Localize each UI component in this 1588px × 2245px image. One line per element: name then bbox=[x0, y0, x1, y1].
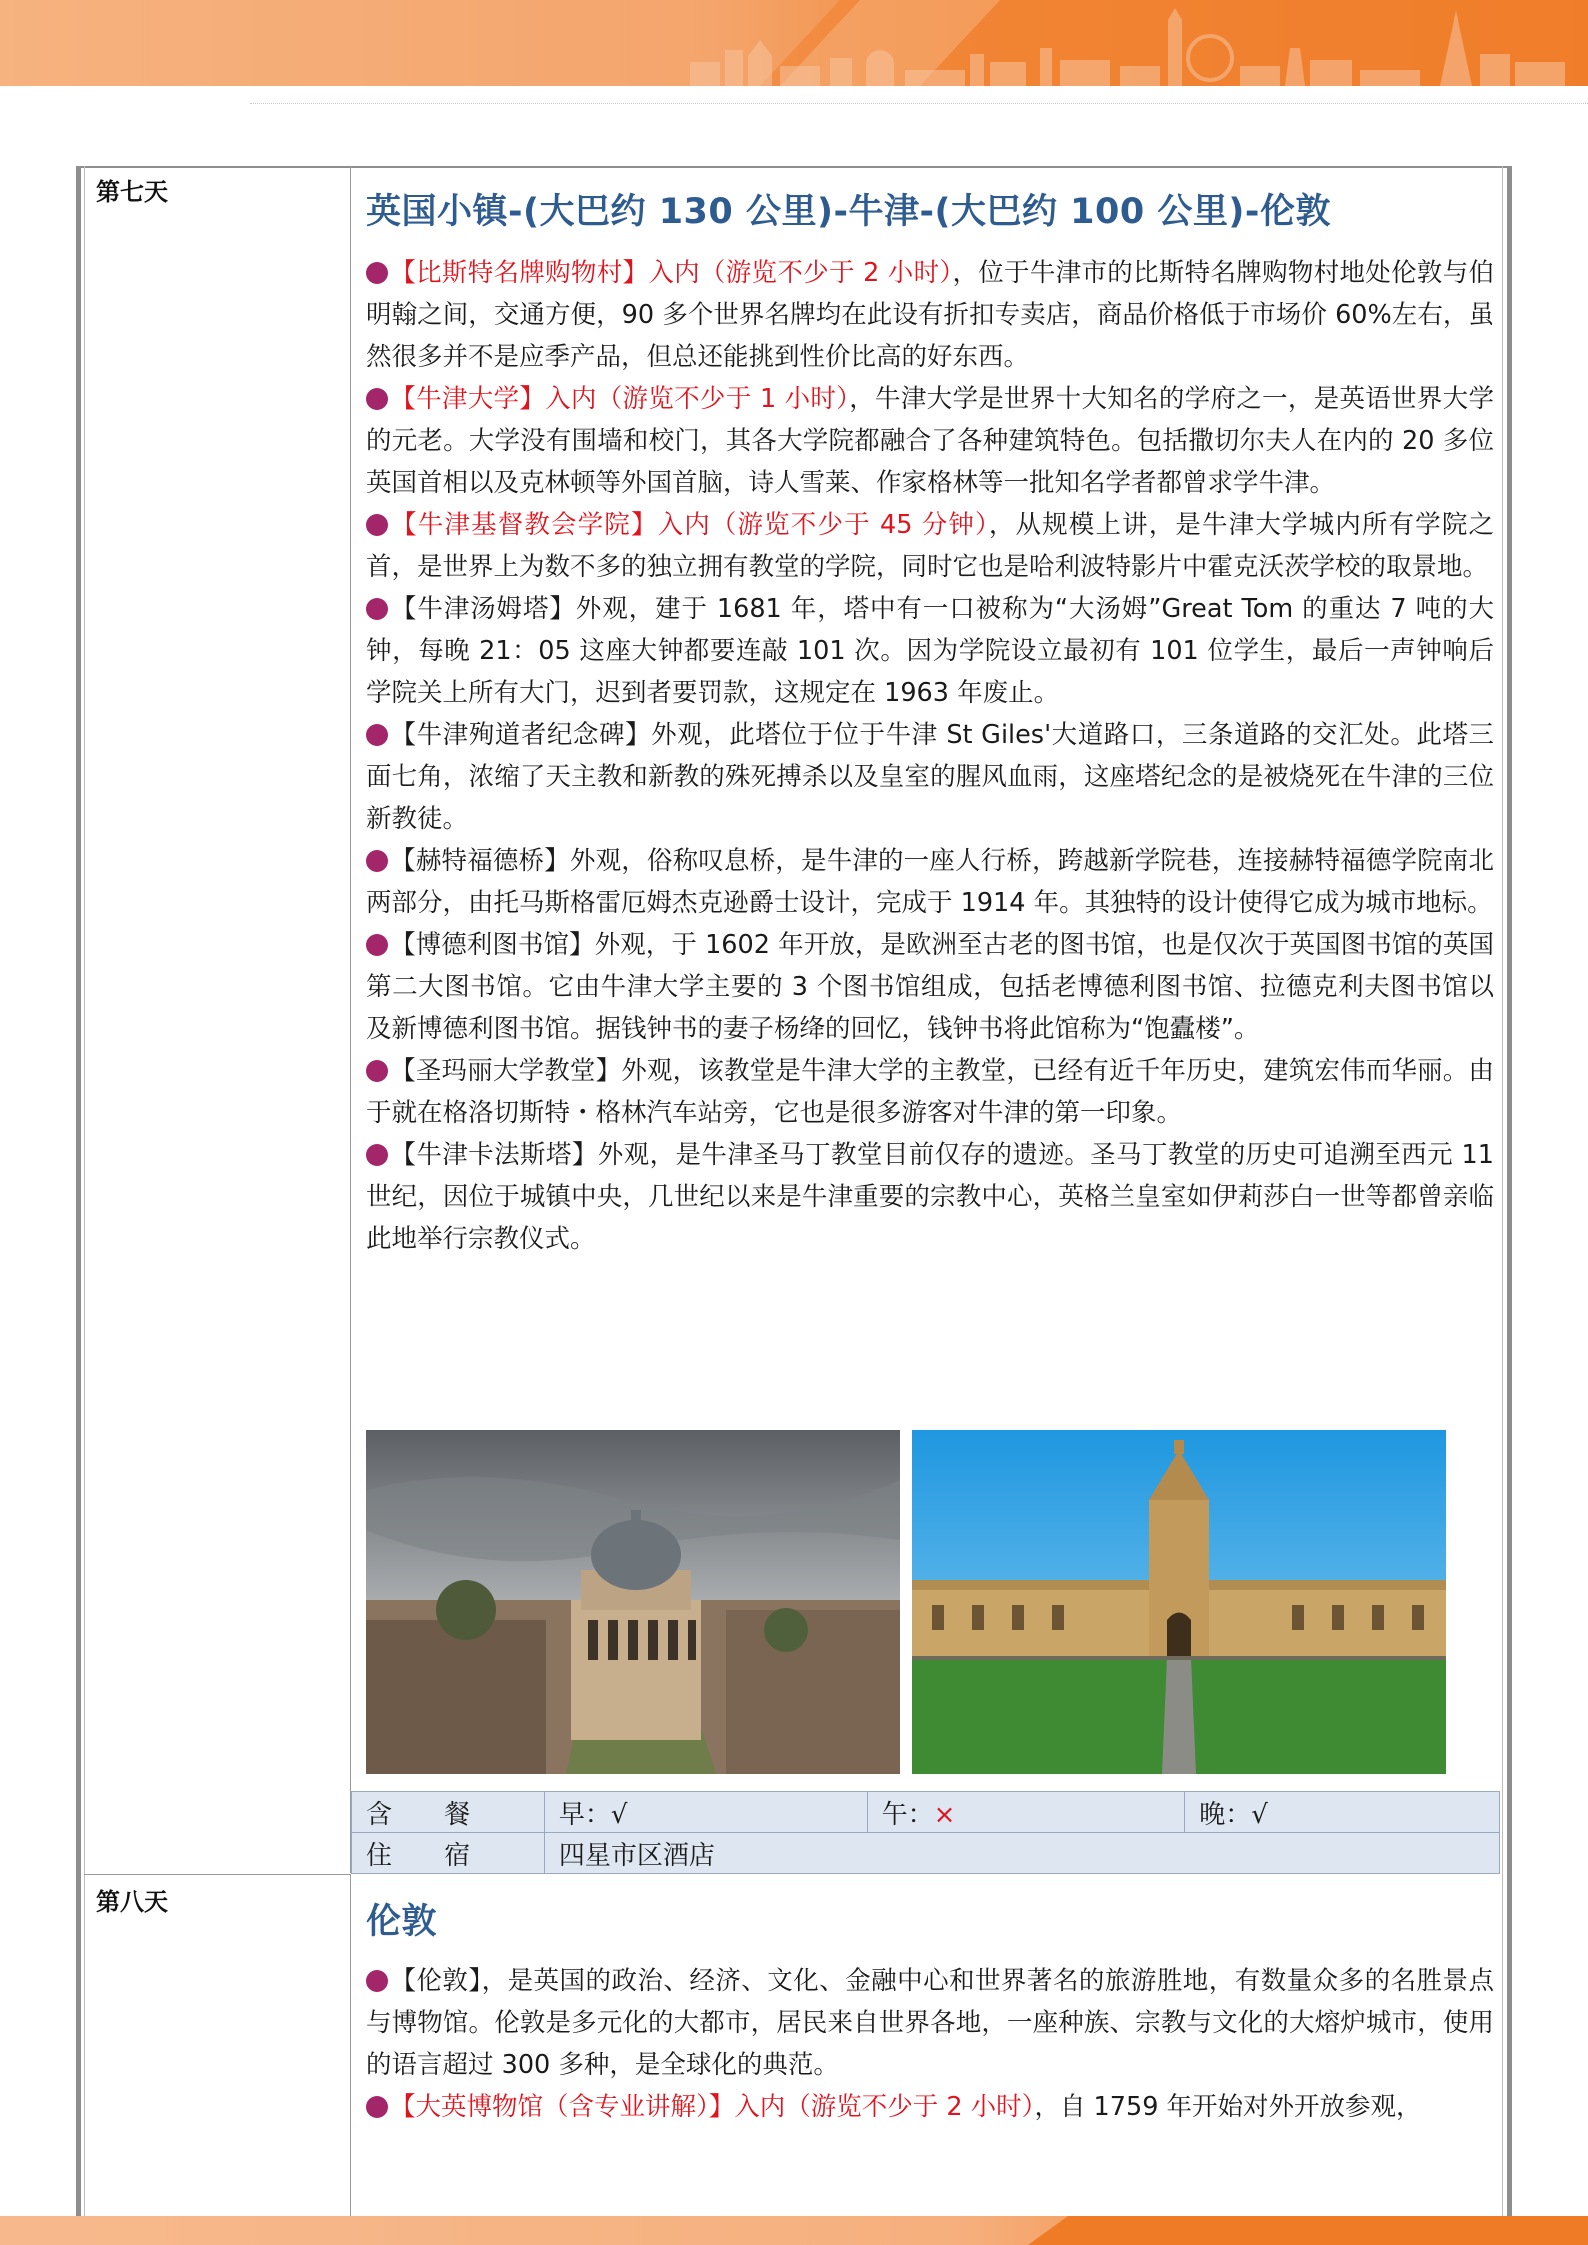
day8-content bbox=[366, 1960, 1494, 2128]
photo-radcliffe-camera bbox=[366, 1430, 900, 1774]
attraction-item-christ-church bbox=[366, 504, 1494, 588]
column-divider-day8 bbox=[350, 1874, 351, 2216]
day7-label: 第七天 bbox=[96, 178, 168, 206]
day8-label: 第八天 bbox=[96, 1888, 168, 1916]
hotel-row bbox=[352, 1833, 1500, 1874]
dinner-cell: 晚：√ bbox=[1185, 1792, 1500, 1833]
attraction-title: 【牛津大学】入内（游览不少于 1 小时） bbox=[390, 384, 850, 414]
table-inner-border-left bbox=[84, 166, 85, 2216]
bullet-icon bbox=[366, 514, 388, 536]
bullet-icon bbox=[366, 934, 388, 956]
footer-bar bbox=[0, 2216, 1588, 2245]
attraction-item-london bbox=[366, 1960, 1494, 2086]
column-divider-day7 bbox=[350, 166, 351, 1873]
table-inner-border-right bbox=[1502, 166, 1503, 2216]
lunch-label: 午： bbox=[881, 1799, 934, 1830]
attraction-description: ，俗称叹息桥，是牛津的一座人行桥，跨越新学院巷，连接赫特福德学院南北两部分，由托马斯格雷厄姆杰克逊爵士设计，完成于 1914 年。其独特的设计使得它成为城市地标。 bbox=[366, 846, 1494, 918]
attraction-description: ，位于牛津市的比斯特名牌购物村地处伦敦与伯明翰之间，交通方便，90 多个世界名牌均在此设有折扣专卖店，商品价格低于市场价 60%左右，虽然很多并不是应季产品，但总还能挑到性价比高的好东西。 bbox=[366, 258, 1494, 372]
attraction-description: ，自 1759 年开始对外开放参观， bbox=[1034, 2092, 1422, 2122]
attraction-title: 【比斯特名牌购物村】入内（游览不少于 2 小时） bbox=[390, 258, 953, 288]
hotel-label: 住 宿 bbox=[352, 1833, 545, 1874]
attraction-title: 【牛津汤姆塔】外观 bbox=[390, 594, 629, 624]
attraction-title: 【赫特福德桥】外观 bbox=[390, 846, 622, 876]
attraction-description: ，是英国的政治、经济、文化、金融中心和世界著名的旅游胜地，有数量众多的名胜景点与博物馆。伦敦是多元化的大都市，居民来自世界各地，一座种族、宗教与文化的大熔炉城市，使用的语言超过 300 多种，是全球化的典范。 bbox=[366, 1966, 1494, 2080]
attraction-title: 【牛津基督教会学院】入内（游览不少于 45 分钟） bbox=[390, 510, 989, 540]
bullet-icon bbox=[366, 262, 388, 284]
attraction-description: ，牛津大学是世界十大知名的学府之一，是英语世界大学的元老。大学没有围墙和校门，其各大学院都融合了各种建筑特色。包括撒切尔夫人在内的 20 多位英国首相以及克林顿等外国首脑，诗人雪莱、作家格林等一批知名学者都曾求学牛津。 bbox=[366, 384, 1494, 498]
attraction-title: 【博德利图书馆】外观 bbox=[390, 930, 646, 960]
bullet-icon bbox=[366, 724, 388, 746]
attraction-item-martyrs-memorial bbox=[366, 714, 1494, 840]
attraction-title: 【牛津卡法斯塔】外观 bbox=[390, 1140, 650, 1170]
attraction-item-bicester-village bbox=[366, 252, 1494, 378]
attraction-description: ，建于 1681 年，塔中有一口被称为“大汤姆”Great Tom 的重达 7 吨的大钟，每晚 21：05 这座大钟都要连敲 101 次。因为学院设立最初有 101 位学生，最后一声钟响后学院关上所有大门，迟到者要罚款，这规定在 1963 年废止。 bbox=[366, 594, 1494, 708]
bullet-icon bbox=[366, 388, 388, 410]
attraction-item-british-museum bbox=[366, 2086, 1494, 2128]
attraction-item-hertford-bridge bbox=[366, 840, 1494, 924]
attraction-item-st-marys-church bbox=[366, 1050, 1494, 1134]
meals-hotel-table bbox=[351, 1791, 1500, 1874]
bullet-icon bbox=[366, 1144, 388, 1166]
meals-label: 含 餐 bbox=[352, 1792, 545, 1833]
attraction-description: ，该教堂是牛津大学的主教堂，已经有近千年历史，建筑宏伟而华丽。由于就在格洛切斯特・格林汽车站旁，它也是很多游客对牛津的第一印象。 bbox=[366, 1056, 1494, 1128]
city-skyline-graphic bbox=[0, 0, 1588, 86]
bullet-icon bbox=[366, 1970, 388, 1992]
attraction-title: 【圣玛丽大学教堂】外观 bbox=[390, 1056, 673, 1086]
bullet-icon bbox=[366, 850, 388, 872]
attraction-item-carfax-tower bbox=[366, 1134, 1494, 1260]
attraction-description: ，于 1602 年开放，是欧洲至古老的图书馆，也是仅次于英国图书馆的英国第二大图书馆。它由牛津大学主要的 3 个图书馆组成，包括老博德利图书馆、拉德克利夫图书馆以及新博德利图书馆。据钱钟书的妻子杨绛的回忆，钱钟书将此馆称为“饱蠹楼”。 bbox=[366, 930, 1494, 1044]
bullet-icon bbox=[366, 598, 388, 620]
bullet-icon bbox=[366, 2096, 388, 2118]
meals-row bbox=[352, 1792, 1500, 1833]
attraction-title: 【伦敦】 bbox=[390, 1966, 482, 1996]
photo-christ-church bbox=[912, 1430, 1446, 1774]
bullet-icon bbox=[366, 1060, 388, 1082]
attraction-item-tom-tower bbox=[366, 588, 1494, 714]
footer-accent bbox=[1028, 2216, 1588, 2245]
header-banner bbox=[0, 0, 1588, 86]
day7-title: 英国小镇-(大巴约 130 公里)-牛津-(大巴约 100 公里)-伦敦 bbox=[366, 192, 1331, 232]
lunch-cell bbox=[867, 1792, 1185, 1833]
hotel-value: 四星市区酒店 bbox=[544, 1833, 1499, 1874]
day8-title: 伦敦 bbox=[366, 1902, 438, 1942]
header-divider bbox=[250, 103, 1588, 104]
attraction-description: ，此塔位于位于牛津 St Giles'大道路口，三条道路的交汇处。此塔三面七角，浓缩了天主教和新教的殊死搏杀以及皇室的腥风血雨，这座塔纪念的是被烧死在牛津的三位新教徒。 bbox=[366, 720, 1494, 834]
attraction-title: 【牛津殉道者纪念碑】外观 bbox=[390, 720, 704, 750]
attraction-title: 【大英博物馆（含专业讲解）】入内（游览不少于 2 小时） bbox=[390, 2092, 1035, 2122]
day7-content bbox=[366, 252, 1494, 1260]
cross-icon: × bbox=[933, 1799, 956, 1830]
day-row-separator bbox=[84, 1874, 351, 1875]
attraction-description: ，是牛津圣马丁教堂目前仅存的遗迹。圣马丁教堂的历史可追溯至西元 11 世纪，因位于城镇中央，几世纪以来是牛津重要的宗教中心，英格兰皇室如伊莉莎白一世等都曾亲临此地举行宗教仪式。 bbox=[366, 1140, 1494, 1254]
attraction-description: ，从规模上讲，是牛津大学城内所有学院之首，是世界上为数不多的独立拥有教堂的学院，同时它也是哈利波特影片中霍克沃茨学校的取景地。 bbox=[366, 510, 1494, 582]
breakfast-cell: 早：√ bbox=[544, 1792, 867, 1833]
attraction-item-oxford-university bbox=[366, 378, 1494, 504]
attraction-item-bodleian-library bbox=[366, 924, 1494, 1050]
